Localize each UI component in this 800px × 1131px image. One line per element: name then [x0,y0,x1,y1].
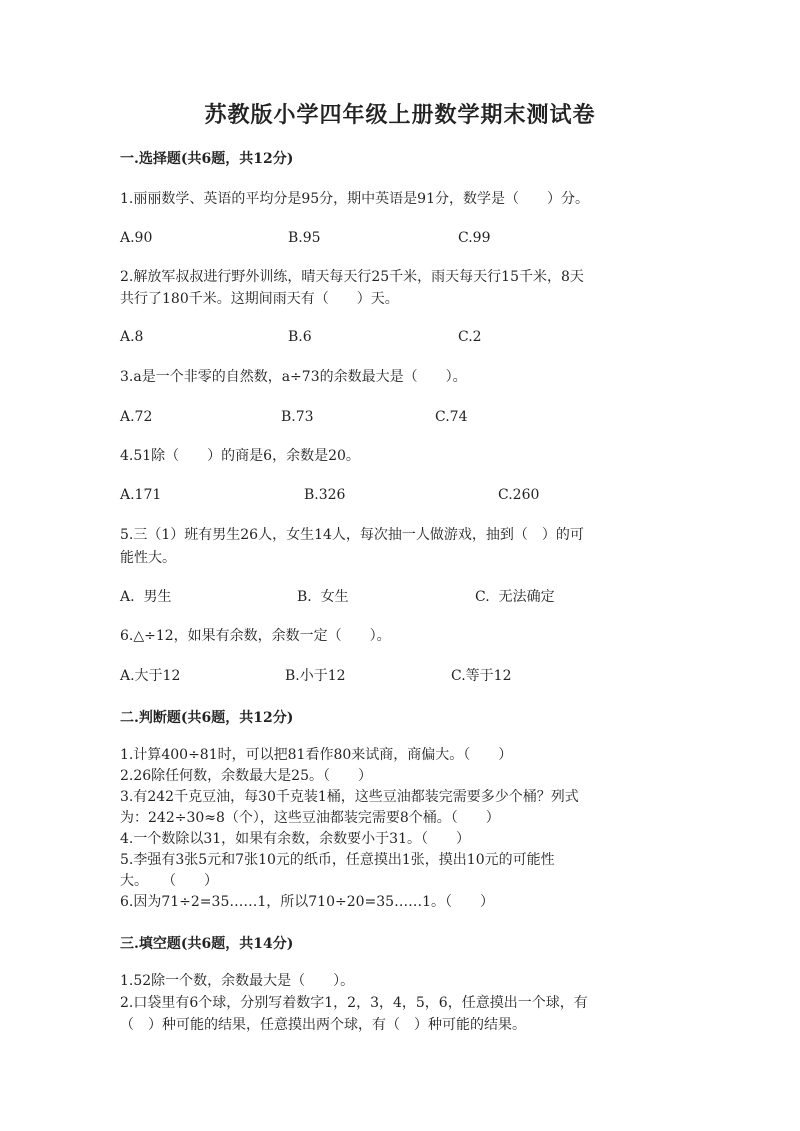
fill-item-2-line-1: 2.口袋里有6个球，分别写着数字1，2，3，4，5，6，任意摸出一个球，有 [120,995,588,1011]
question-5-line-1: 5.三（1）班有男生26人，女生14人，每次抽一人做游戏，抽到（ ）的可 [120,527,584,543]
tf-item-2: 2.26除任何数，余数最大是25。（ ） [120,768,372,784]
option-b: B.326 [304,487,346,503]
question-2-line-1: 2.解放军叔叔进行野外训练，晴天每天行25千米，雨天每天行15千米，8天 [120,269,584,285]
section-heading-true-false: 二.判断题(共6题，共12分) [120,710,294,726]
question-1: 1.丽丽数学、英语的平均分是95分，期中英语是91分，数学是（ ）分。 [120,191,589,207]
option-b: B.73 [281,409,314,425]
tf-item-5-line-1: 5.李强有3张5元和7张10元的纸币，任意摸出1张，摸出10元的可能性 [120,852,555,868]
option-b: B.小于12 [285,668,346,684]
option-a: A.90 [120,230,153,246]
option-c: C.等于12 [451,668,512,684]
option-c: C.260 [498,487,540,503]
tf-item-4: 4.一个数除以31，如果有余数，余数要小于31。（ ） [120,831,470,847]
option-a: A.72 [120,409,153,425]
option-c: C. 无法确定 [475,589,555,605]
question-2-line-2: 共行了180千米。这期间雨天有（ ）天。 [120,291,399,307]
tf-item-6: 6.因为71÷2=35……1，所以710÷20=35……1。（ ） [120,894,494,910]
option-c: C.99 [458,230,491,246]
option-a: A.大于12 [120,668,181,684]
option-a: A. 男生 [120,589,172,605]
option-b: B.6 [288,329,312,345]
section-heading-fill-blank: 三.填空题(共6题，共14分) [120,936,294,952]
option-a: A.171 [120,487,162,503]
question-3: 3.a是一个非零的自然数，a÷73的余数最大是（ ）。 [120,369,467,385]
option-a: A.8 [120,329,144,345]
tf-item-5-line-2: 大。 （ ） [120,873,218,889]
tf-item-1: 1.计算400÷81时，可以把81看作80来试商，商偏大。（ ） [120,747,513,763]
option-c: C.2 [458,329,482,345]
question-4: 4.51除（ ）的商是6，余数是20。 [120,448,360,464]
question-6: 6.△÷12，如果有余数，余数一定（ ）。 [120,628,391,644]
page-title: 苏教版小学四年级上册数学期末测试卷 [204,102,596,128]
fill-item-2-line-2: （ ）种可能的结果，任意摸出两个球，有（ ）种可能的结果。 [120,1017,526,1033]
question-5-line-2: 能性大。 [120,550,176,566]
option-c: C.74 [435,409,468,425]
fill-item-1: 1.52除一个数，余数最大是（ ）。 [120,973,355,989]
option-b: B.95 [288,230,321,246]
tf-item-3-line-1: 3.有242千克豆油，每30千克装1桶，这些豆油都装完需要多少个桶？列式 [120,789,579,805]
tf-item-3-line-2: 为：242÷30≈8（个），这些豆油都装完需要8个桶。（ ） [120,810,500,826]
option-b: B. 女生 [297,589,349,605]
section-heading-choice: 一.选择题(共6题，共12分) [120,151,294,167]
